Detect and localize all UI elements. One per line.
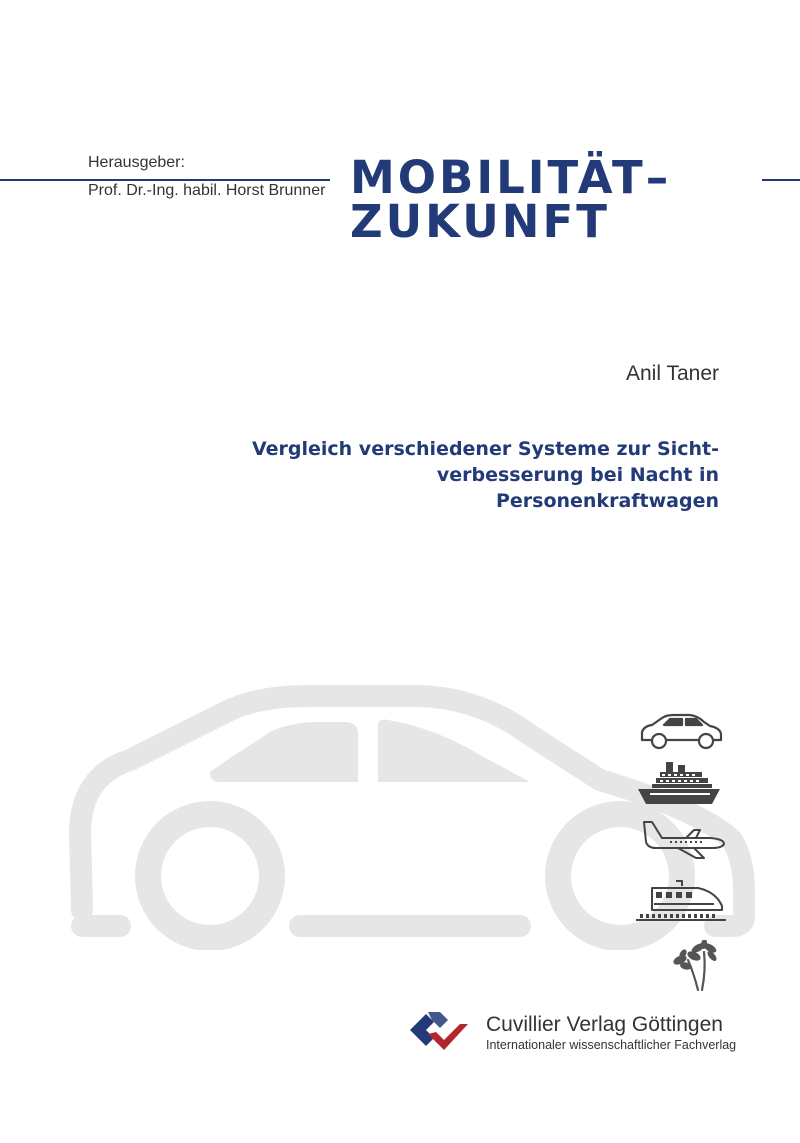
book-title-line-3: Personenkraftwagen xyxy=(495,490,719,512)
car-icon xyxy=(636,712,726,752)
header-rule-right xyxy=(762,179,800,181)
ship-icon xyxy=(636,762,726,808)
book-title-line-2: verbesserung bei Nacht in xyxy=(436,464,719,486)
editor-name: Prof. Dr.-Ing. habil. Horst Brunner xyxy=(88,182,326,199)
train-icon xyxy=(636,878,726,924)
series-title-line-1: MOBILITÄT– xyxy=(350,151,672,204)
publisher-logo xyxy=(404,1008,476,1056)
author-name: Anil Taner xyxy=(625,362,719,385)
publisher-subtitle: Internationaler wissenschaftlicher Fachverlag xyxy=(486,1038,737,1052)
editor-label: Herausgeber: xyxy=(88,154,185,171)
palm-trees-icon xyxy=(636,940,726,992)
series-title-line-2: ZUKUNFT xyxy=(350,195,610,248)
header-rule-left xyxy=(0,179,330,181)
publisher-name: Cuvillier Verlag Göttingen xyxy=(486,1013,723,1036)
airplane-icon xyxy=(636,818,726,862)
series-title xyxy=(350,151,672,248)
book-title xyxy=(119,436,719,514)
book-title-line-1: Vergleich verschiedener Systeme zur Sicht- xyxy=(251,438,719,460)
